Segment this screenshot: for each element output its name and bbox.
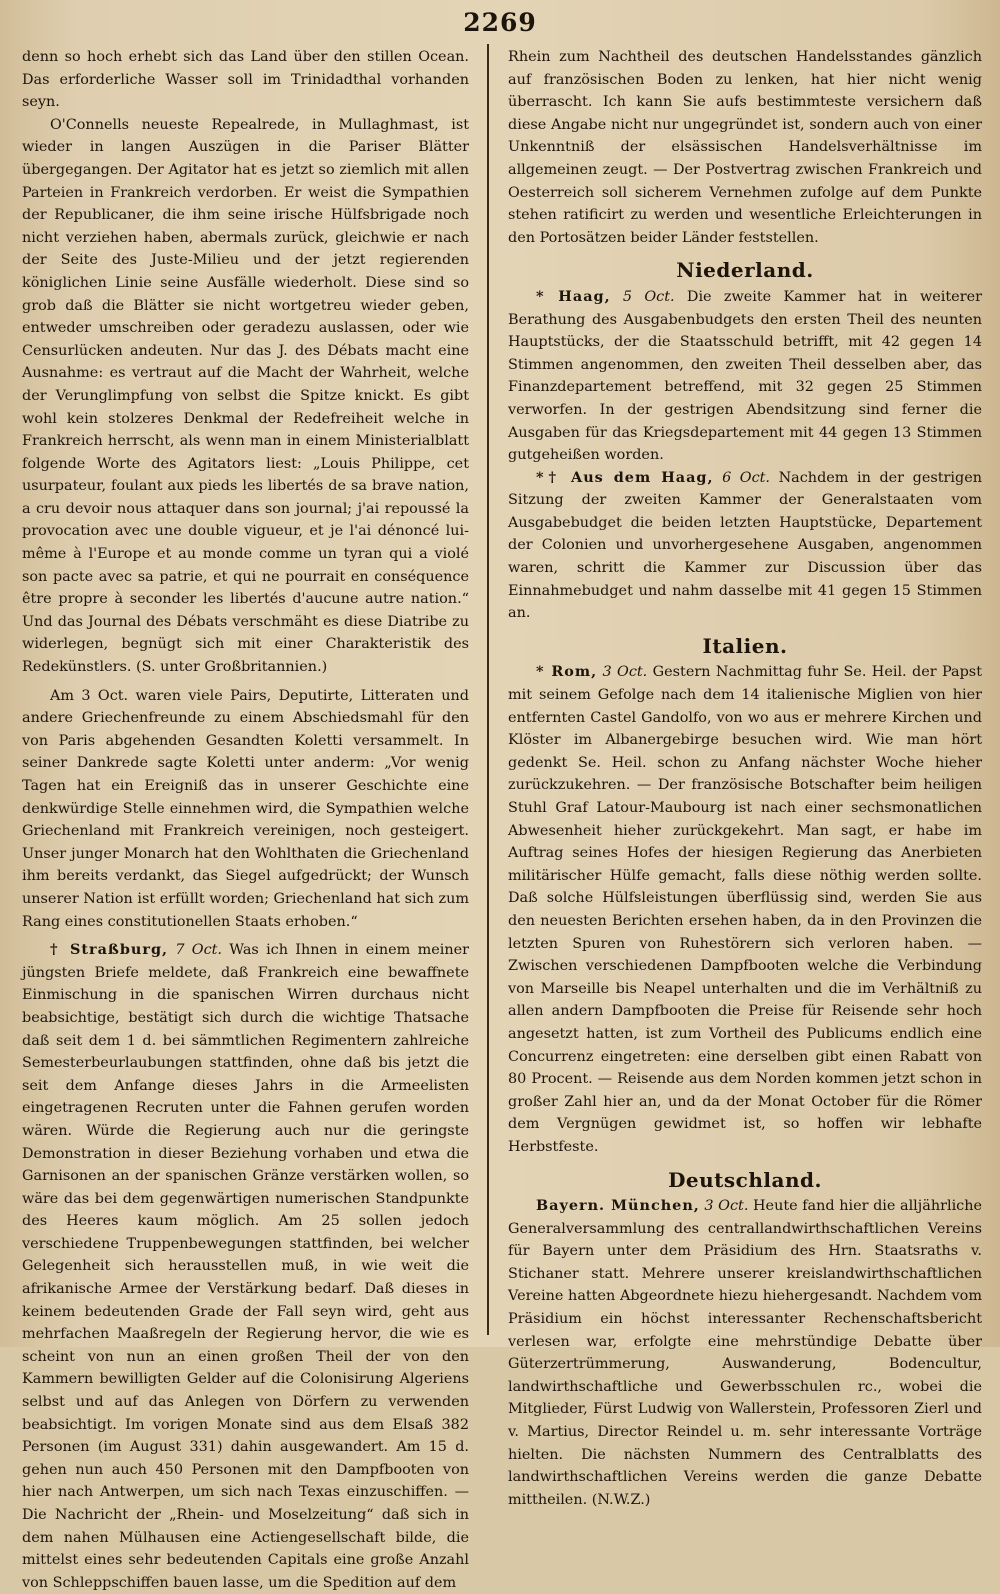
article-text: Was ich Ihnen in einem meiner jüngsten Briefe meldete, daß Frankreich eine bewaffnete Einmischung in die spanischen Wirren durchaus nicht beabsichtige, bestätigt sich durch die wichtige Thatsache daß seit dem 1 d. bei sämmtlichen Regimentern zahlreiche Semesterbeurlaubungen stattfinden, ohne daß bis jetzt die seit dem Anfange dieses Jahrs in die Armeelisten eingetragenen Recruten unter die Fahnen gerufen worden wären. Würde die Regierung auch nur die geringste Demonstration in dieser Beziehung vorhaben und etwa die Garnisonen an der spanischen Gränze verstärken wollen, so wäre das bei dem gegenwärtigen numerischen Standpunkte des Heeres kaum möglich. Am 25 sollen jedoch verschiedene Truppenbewegungen stattfinden, bei welcher Gelegenheit sich herausstellen muß, in wie weit die afrikanische Armee der Verstärkung bedarf. Daß dieses in keinem bedeutenden Grade der Fall seyn wird, geht aus mehrfachen Maaßregeln der Regierung hervor, die wie es scheint von nun an einen großen Theil der von den Kammern bewilligten Gelder auf die Colonisirung Algeriens selbst und auf das Anlegen von Dörfern zu verwenden beabsichtigt. Im vorigen Monate sind aus dem Elsaß 382 Personen (im August 331) dahin ausgewandert. Am 15 d. gehen nun auch 450 Personen mit den Dampfbooten von hier nach Antwerpen, um sich nach Texas einzuschiffen. — Die Nachricht der „Rhein- und Moselzeitung“ daß sich in dem nahen Mülhausen eine Actiengesellschaft bilde, die mittelst eines sehr bedeutenden Capitals eine große Anzahl von Schleppschiffen bauen lasse, um die Spedition auf dem [22, 942, 469, 1591]
article-text: Die zweite Kammer hat in weiterer Berathung des Ausgabenbudgets den ersten Theil des neunten Hauptstücks, der die Staatsschuld betrifft, mit 42 gegen 14 Stimmen angenommen, den zweiten Theil desselben aber, das Finanzdepartement betreffend, mit 32 gegen 25 Stimmen verworfen. In der gestrigen Abendsitzung sind ferner die Ausgaben für das Kriegsdepartement mit 44 gegen 13 Stimmen gutgeheißen worden. [508, 288, 982, 464]
page-number: 2269 [463, 8, 537, 37]
section-heading-deutschland: Deutschland. [668, 1167, 822, 1192]
dateline-date: 5 Oct. [622, 288, 675, 305]
article-strassburg [22, 939, 469, 1594]
right-column [508, 46, 983, 1508]
article-paragraph: O'Connells neueste Repealrede, in Mullaghmast, ist wieder in langen Auszügen in die Pariser Blätter übergegangen. Der Agitator hat es jetzt so ziemlich mit allen Parteien in Frankreich verdorben. Er weist die Sympathien der Republicaner, die ihm seine irische Hülfsbrigade noch nicht verziehen haben, abermals zurück, gleichwie er nach der Seite des Juste-Milieu und der jetzt regierenden königlichen Linie seine Ausfälle wiederholt. Diese sind so grob daß die Blätter sie nicht wortgetreu wieder geben, entweder umschreiben oder geradezu auslassen, oder wie Censurlücken andeuten. Nur das J. des Débats macht eine Ausnahme: es vertraut auf die Macht der Wahrheit, welche der Verunglimpfung von selbst die Spitze knickt. Es gibt wohl kein stolzeres Denkmal der Redefreiheit welche in Frankreich herrscht, als wenn man in einem Ministerialblatt folgende Worte des Agitators liest: „Louis Philippe, cet usurpateur, foulant aux pieds les libertés de sa brave nation, a cru devoir nous attaquer dans son journal; j'ai repoussé la provocation avec une double vigueur, et je l'ai dénoncé lui-même à l'Europe et au monde comme un tyran qui a violé son pacte avec sa patrie, et qui ne pourrait en conséquence être propre à seconder les libertés d'aucune autre nation.“ Und das Journal des Débats verschmäht es diese Diatribe zu widerlegen, begnügt sich mit einer Charakteristik des Redekünstlers. (S. unter Großbritannien.) [22, 116, 469, 676]
article-text: Gestern Nachmittag fuhr Se. Heil. der Papst mit seinem Gefolge nach dem 14 italienische Miglien von hier entfernten Castel Gandolfo, von wo aus er mehrere Kirchen und Klöster im Albanergebirge besuchen wird. Wie man hört gedenkt Se. Heil. schon zu Anfang nächster Woche hieher zurückzukehren. — Der französische Botschafter beim heiligen Stuhl Graf Latour-Maubourg ist nach einer sechsmonatlichen Abwesenheit hieher zurückgekehrt. Man sagt, er habe im Auftrag seines Hofes der hiesigen Regierung das Anerbieten militärischer Hülfe gemacht, falls diese nöthig werden sollte. Daß solche Hülfsleistungen überflüssig sind, werden Sie aus den neuesten Berichten ersehen haben, da in den Provinzen die letzten Spuren von Ruhestörern sich verloren haben. — Zwischen verschiedenen Dampfbooten welche die Verbindung von Marseille bis Neapel unterhalten und die im Verhältniß zu allen andern Dampfbooten die Preise für Reisende sehr hoch angesetzt hatten, ist zum Vortheil des Publicums endlich eine Concurrenz eingetreten: eine derselben gibt einen Rabatt von 80 Procent. — Reisende aus dem Norden kommen jetzt schon in großer Zahl hier an, und da der Monat October für die Römer dem Vergnügen gewidmet ist, so hoffen wir lebhafte Herbstfeste. [508, 664, 982, 1155]
dateline-date: 7 Oct. [175, 942, 222, 959]
dateline-place: * Rom, [536, 663, 598, 681]
dateline-date: 6 Oct. [722, 469, 771, 486]
dateline-place: Bayern. München, [536, 1197, 700, 1215]
article-text: Heute fand hier die alljährliche Generalversammlung des centrallandwirthschaftlichen Vereins für Bayern unter dem Präsidium des Hrn. Staatsraths v. Stichaner statt. Mehrere unserer kreislandwirthschaftlichen Vereine hatten Abgeordnete hiezu hiehergesandt. Nachdem vom Präsidium ein höchst interessanter Rechenschaftsbericht verlesen war, erfolgte eine mehrstündige Debatte über Güterzertrümmerung, Auswanderung, Bodencultur, landwirthschaftliche und Gewerbsschulen rc., wobei die Mitglieder, Fürst Ludwig von Wallerstein, Professoren Zierl und v. Martius, Director Reindel u. m. sehr interessante Vorträge hielten. Die nächsten Nummern des Centralblatts des landwirthschaftlichen Vereins werden die ganze Debatte mittheilen. (N.W.Z.) [508, 1198, 983, 1508]
left-column [22, 46, 469, 1591]
article-text: Nachdem in der gestrigen Sitzung der zweiten Kammer der Generalstaaten vom Ausgabebudget die beiden letzten Hauptstücke, Departement der Colonien und unvorhergesehene Ausgaben, angenommen waren, schritt die Kammer zur Discussion über das Einnahmebudget und nahm dasselbe mit 41 gegen 15 Stimmen an. [508, 469, 982, 622]
section-heading-italien: Italien. [702, 633, 788, 658]
article-paragraph: Rhein zum Nachtheil des deutschen Handelsstandes gänzlich auf französischen Boden zu lenken, hat hier nicht wenig überrascht. Ich kann Sie aufs bestimmteste versichern daß diese Angabe nicht nur ungegründet ist, sondern auch von einer Unkenntniß der elsässischen Handelsverhältnisse im allgemeinen zeugt. — Der Postvertrag zwischen Frankreich und Oesterreich soll sicherem Vernehmen zufolge auf dem Punkte stehen ratificirt zu werden und wesentliche Erleichterungen in den Portosätzen beider Länder feststellen. [508, 49, 982, 246]
dateline-place: *† Aus dem Haag, [536, 468, 714, 486]
article-paragraph: Am 3 Oct. waren viele Pairs, Deputirte, Litteraten und andere Griechenfreunde zu einem Abschiedsmahl für den von Paris abgehenden Gesandten Koletti versammelt. In seiner Dankrede sagte Koletti unter anderm: „Vor wenig Tagen hat ein Ereigniß das in unserer Geschichte eine denkwürdige Stelle einnehmen wird, die Sympathien welche Griechenland mit Frankreich vereinigen, noch gesteigert. Unser junger Monarch hat den Wohlthaten die Griechenland ihm bereits verdankt, das Siegel aufgedrückt; der Wunsch unserer Nation ist erfüllt worden; Griechenland hat sich zum Rang eines constitutionellen Staats erhoben.“ [22, 687, 469, 930]
section-heading-niederland: Niederland. [676, 258, 814, 283]
article-muenchen [508, 1195, 982, 1511]
article-haag [508, 286, 982, 467]
dateline-place: * Haag, [536, 287, 611, 305]
article-rom [508, 661, 982, 1158]
dateline-date: 3 Oct. [704, 1198, 749, 1215]
article-paragraph: denn so hoch erhebt sich das Land über den stillen Ocean. Das erforderliche Wasser soll im Trinidadthal vorhanden seyn. [22, 49, 469, 111]
article-aus-dem-haag [508, 467, 982, 625]
dateline-date: 3 Oct. [602, 664, 648, 681]
column-divider [487, 44, 489, 1335]
dateline-place: † Straßburg, [50, 941, 169, 959]
